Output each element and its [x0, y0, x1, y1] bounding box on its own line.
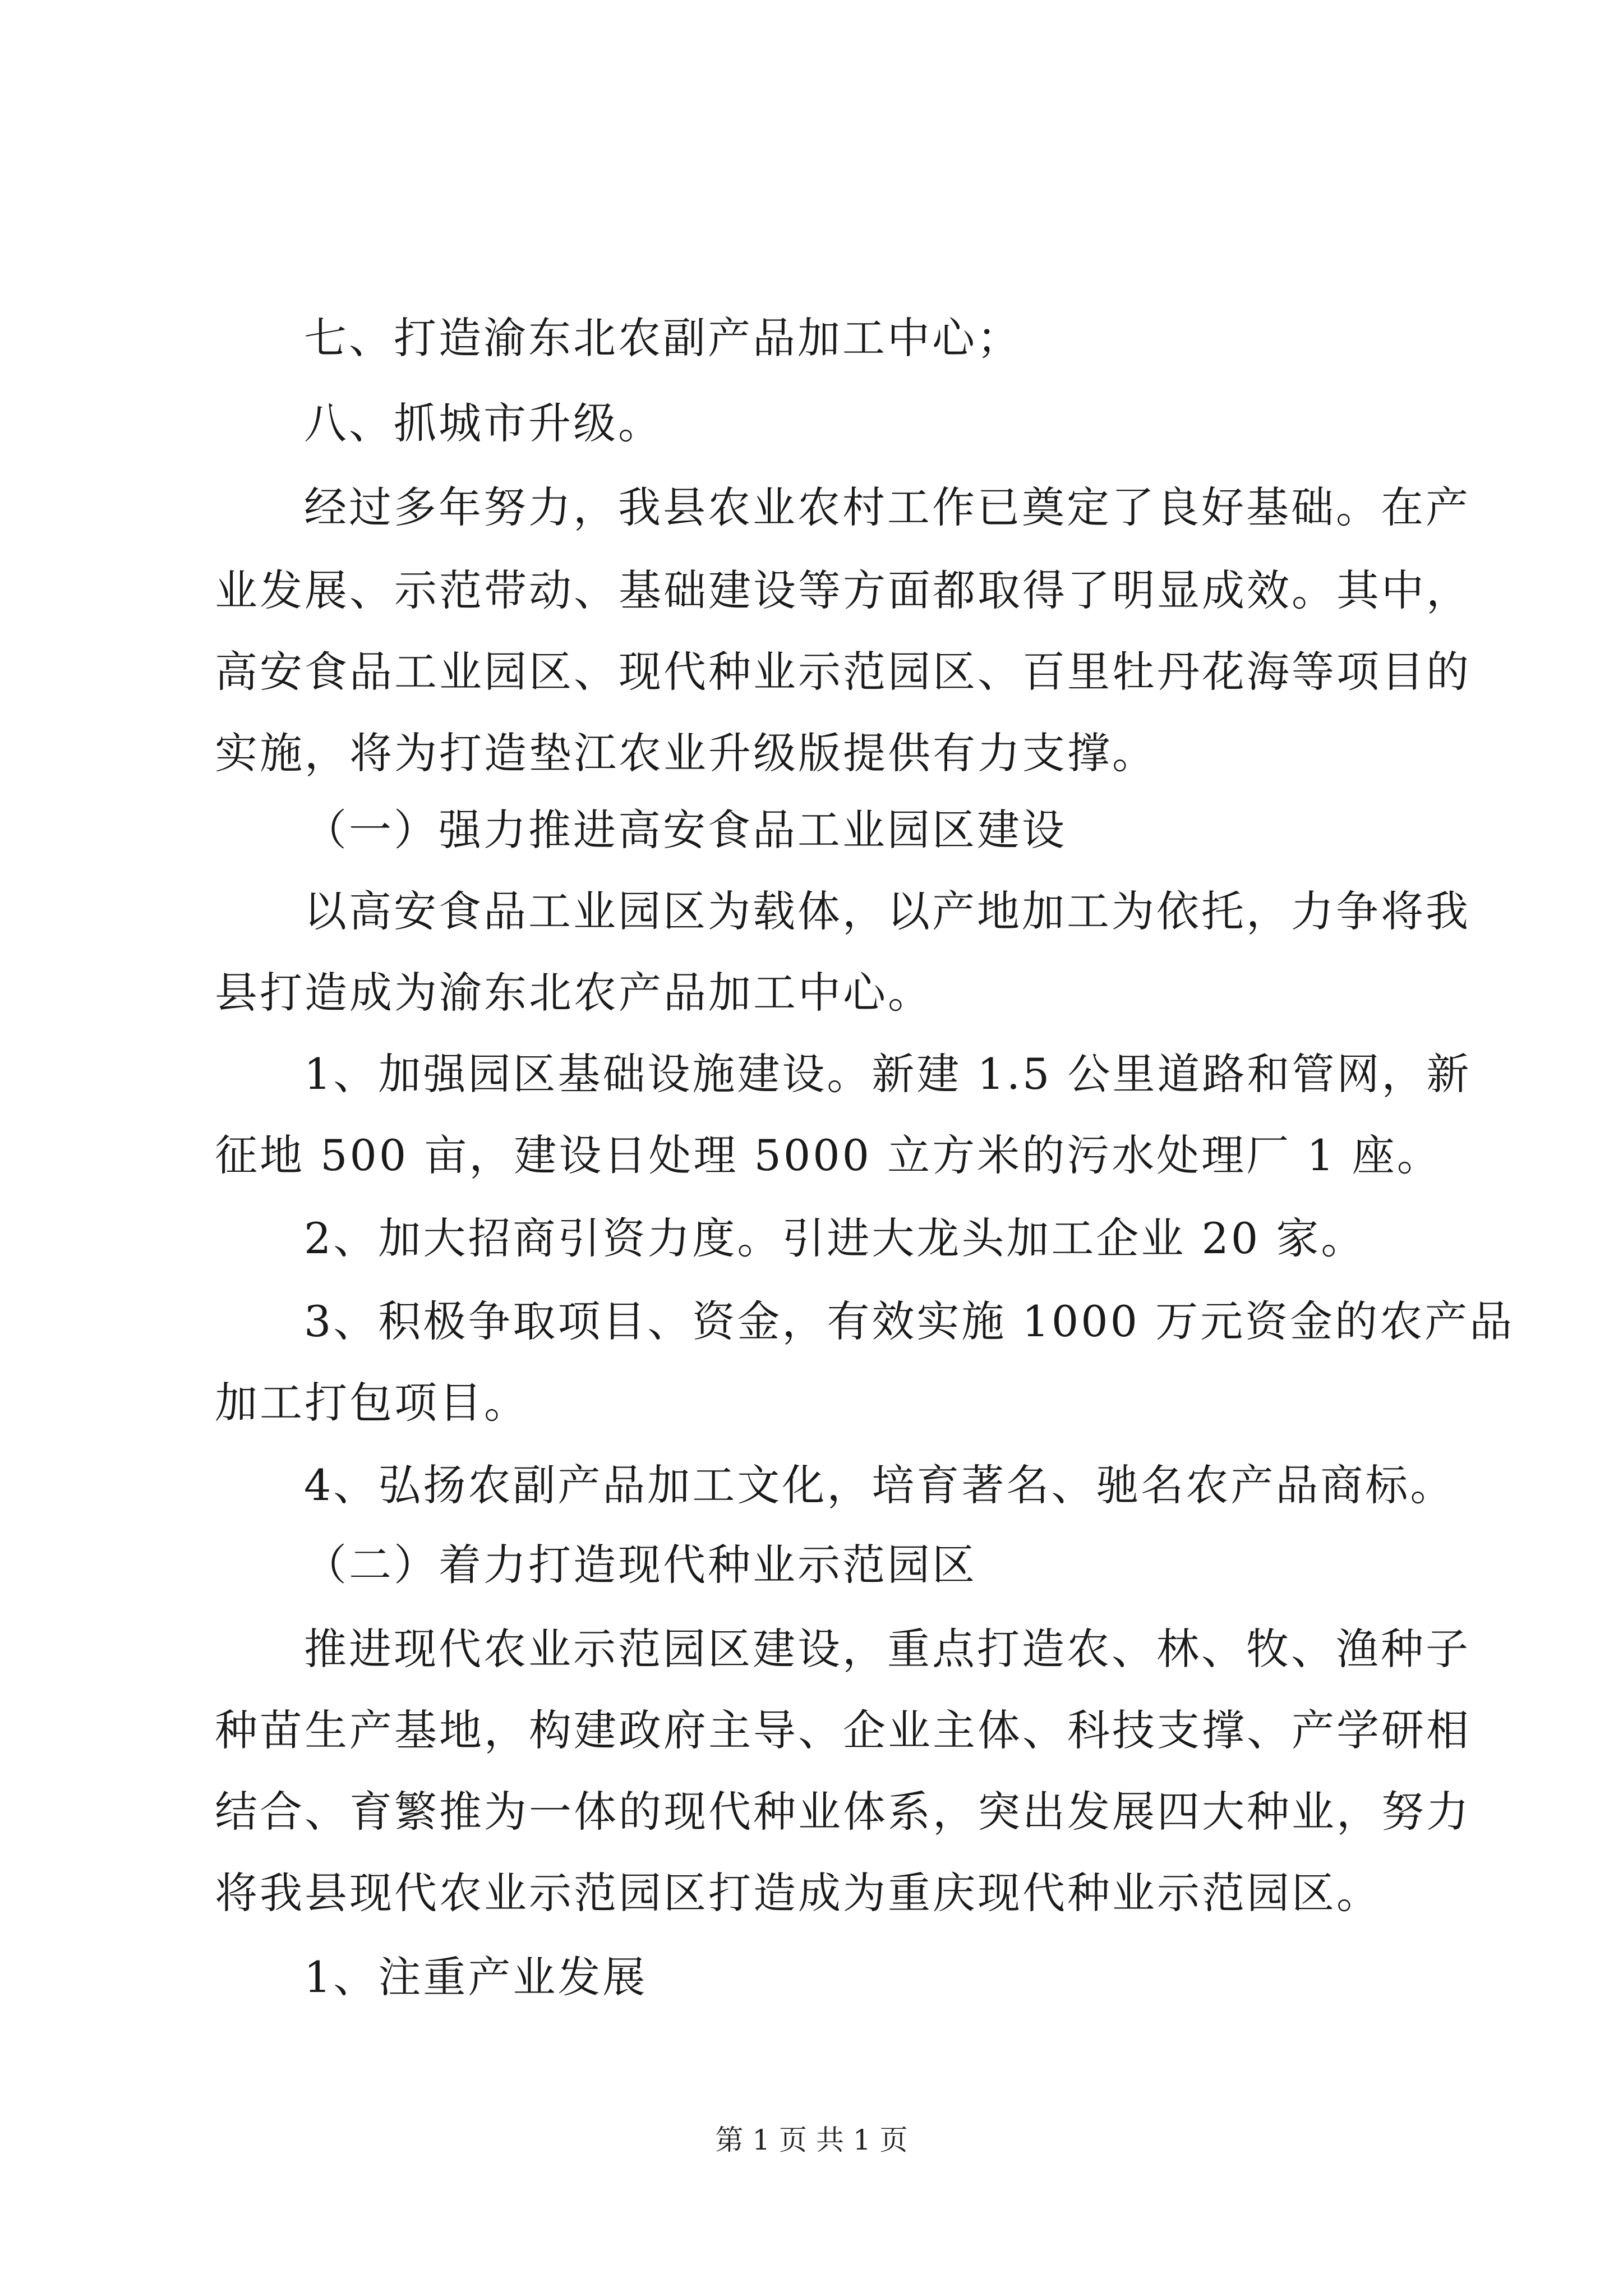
paragraph-line: 县打造成为渝东北农产品加工中心。	[215, 968, 933, 1018]
paragraph-line: 2、加大招商引资力度。引进大龙头加工企业 20 家。	[304, 1213, 1366, 1263]
paragraph-line: 经过多年努力，我县农业农村工作已奠定了良好基础。在产	[304, 482, 1470, 532]
paragraph-line: 征地 500 亩，建设日处理 5000 立方米的污水处理厂 1 座。	[215, 1130, 1442, 1180]
paragraph-line: 七、打造渝东北农副产品加工中心；	[304, 313, 1022, 363]
section-heading: （一）强力推进高安食品工业园区建设	[304, 805, 1067, 855]
paragraph-line: 种苗生产基地，构建政府主导、企业主体、科技支撑、产学研相	[215, 1705, 1471, 1755]
paragraph-line: 业发展、示范带动、基础建设等方面都取得了明显成效。其中，	[215, 565, 1471, 615]
paragraph-line: 推进现代农业示范园区建设，重点打造农、林、牧、渔种子	[304, 1624, 1470, 1674]
page-footer: 第 1 页 共 1 页	[715, 2124, 908, 2156]
paragraph-line: 将我县现代农业示范园区打造成为重庆现代种业示范园区。	[215, 1868, 1381, 1918]
paragraph-line: 加工打包项目。	[215, 1378, 529, 1428]
paragraph-line: 3、积极争取项目、资金，有效实施 1000 万元资金的农产品	[304, 1296, 1515, 1346]
paragraph-line: 结合、育繁推为一体的现代种业体系，突出发展四大种业，努力	[215, 1787, 1471, 1837]
paragraph-line: 4、弘扬农副产品加工文化，培育著名、驰名农产品商标。	[304, 1460, 1455, 1510]
paragraph-line: 高安食品工业园区、现代种业示范园区、百里牡丹花海等项目的	[215, 647, 1471, 697]
paragraph-line: 实施，将为打造垫江农业升级版提供有力支撑。	[215, 728, 1157, 778]
section-heading: （二）着力打造现代种业示范园区	[304, 1540, 977, 1590]
paragraph-line: 1、注重产业发展	[304, 1952, 648, 2002]
paragraph-line: 1、加强园区基础设施建设。新建 1.5 公里道路和管网，新	[304, 1049, 1472, 1099]
paragraph-line: 以高安食品工业园区为载体，以产地加工为依托，力争将我	[304, 886, 1470, 936]
paragraph-line: 八、抓城市升级。	[304, 398, 663, 448]
